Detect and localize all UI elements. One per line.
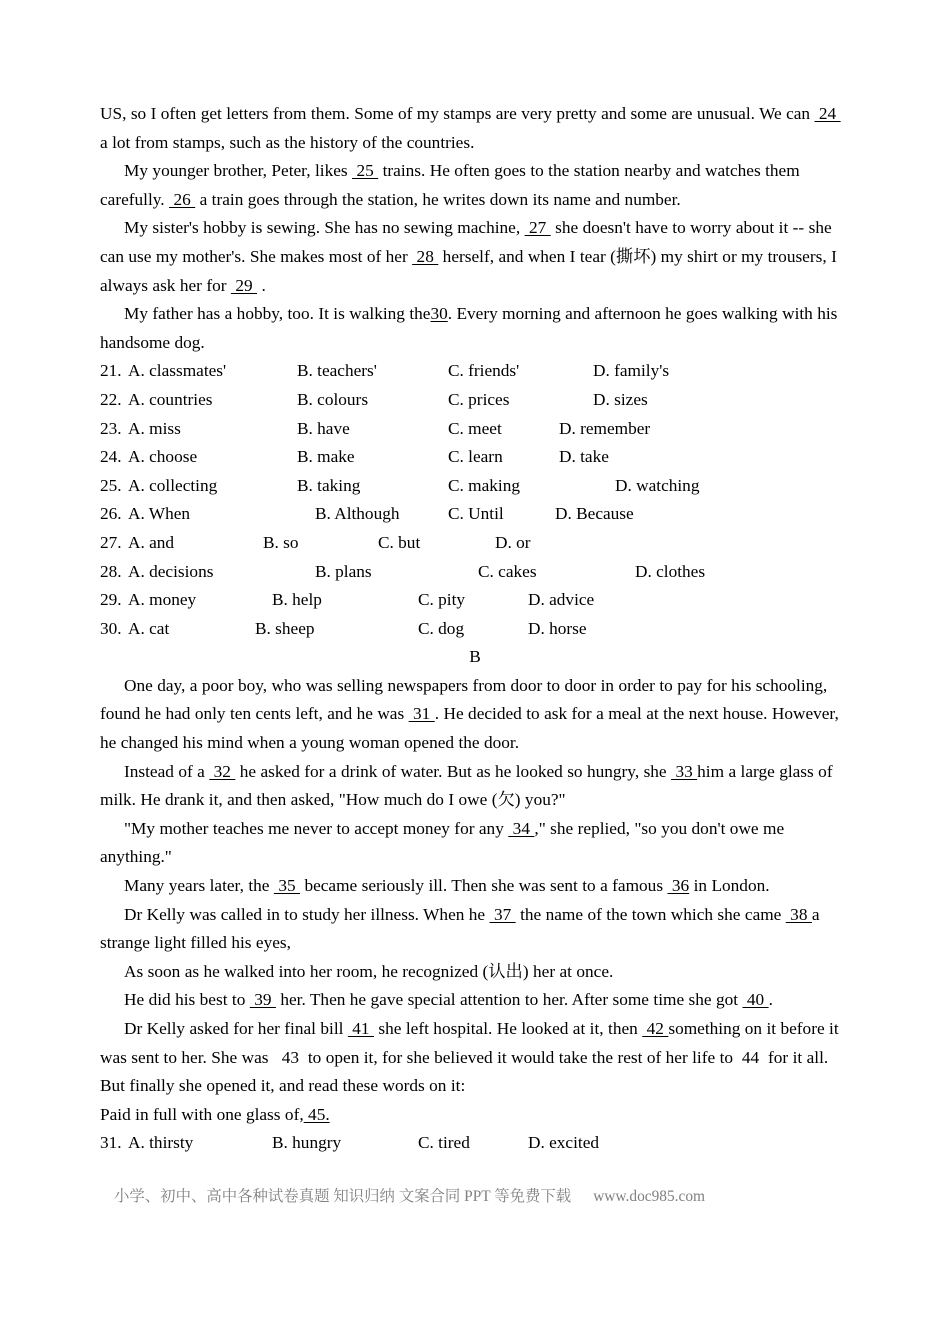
question-option[interactable]: D. horse — [528, 618, 587, 638]
passage-text: her. Then he gave special attention to her. After some time she got — [275, 990, 743, 1010]
answer-blank: 34 — [508, 818, 535, 838]
question-option[interactable]: B. colours — [297, 389, 369, 409]
question-option[interactable]: C. dog — [418, 618, 465, 638]
question-option[interactable]: C. pity — [418, 590, 466, 610]
question-row — [100, 357, 850, 386]
answer-blank: 39 — [249, 990, 276, 1010]
passage-text: 44 — [737, 1047, 764, 1067]
question-row — [100, 1129, 850, 1158]
question-option[interactable]: D. clothes — [635, 561, 706, 581]
passage-text: in London. — [689, 876, 770, 896]
passage-text: . — [257, 275, 266, 295]
question-number: 29. — [100, 590, 122, 610]
question-number: 27. — [100, 532, 122, 552]
answer-blank: 24 — [814, 104, 841, 123]
answer-blank: 27 — [524, 218, 551, 238]
question-number: 23. — [100, 418, 122, 438]
question-option[interactable]: C. but — [378, 532, 421, 552]
question-option[interactable]: A. countries — [128, 389, 213, 409]
passage-text: she doesn't have to worry about it -- she can use my mother's. She makes most of her — [100, 218, 837, 266]
question-option[interactable]: A. miss — [128, 418, 181, 438]
question-option[interactable]: C. prices — [448, 389, 510, 409]
passage-text: trains. He often goes to the station nearby and watches them carefully. — [100, 161, 805, 209]
question-option[interactable]: C. cakes — [478, 561, 537, 581]
passage-text: herself, and when I tear (撕坏) my shirt or my trousers, I always ask her for — [100, 246, 842, 295]
passage-paragraph — [100, 815, 850, 872]
passage-text: she left hospital. He looked at it, then — [373, 1019, 643, 1038]
passage-text: a train goes through the station, he writes down its name and number. — [195, 189, 681, 209]
question-number: 24. — [100, 447, 122, 467]
passage-text: Many years later, the — [124, 876, 274, 896]
passage-paragraph — [100, 157, 850, 214]
document-body — [100, 100, 850, 1158]
passage-text: Paid in full with one glass of, — [100, 1104, 304, 1124]
passage-text: ," she replied, "so you don't owe me anything." — [100, 818, 789, 867]
passage-paragraph — [100, 872, 850, 901]
passage-text: "My mother teaches me never to accept money for any — [124, 818, 509, 838]
passage-paragraph — [100, 1101, 850, 1130]
passage-text: 43 — [272, 1047, 308, 1067]
passage-paragraph — [100, 672, 850, 758]
question-option[interactable]: C. meet — [448, 418, 502, 438]
passage-paragraph — [100, 1015, 850, 1101]
question-option[interactable]: B. have — [297, 418, 350, 438]
answer-blank: 28 — [412, 246, 439, 266]
question-option[interactable]: B. sheep — [255, 618, 315, 638]
question-row — [100, 386, 850, 415]
question-option[interactable]: B. taking — [297, 475, 361, 495]
answer-blank: 42 — [642, 1019, 669, 1038]
passage-text: for it all. But finally she opened it, and read these words on it: — [100, 1047, 833, 1096]
answer-blank: 40 — [742, 990, 769, 1010]
question-row — [100, 472, 850, 501]
text-flow — [100, 100, 850, 1158]
question-option[interactable]: A. collecting — [128, 475, 218, 495]
question-number: 21. — [100, 361, 122, 381]
passage-text: to open it, for she believed it would take the rest of her life to — [307, 1047, 738, 1067]
question-option[interactable]: B. plans — [315, 561, 372, 581]
question-option[interactable]: A. and — [128, 532, 175, 552]
passage-paragraph — [100, 214, 850, 300]
question-option[interactable]: B. so — [263, 532, 299, 552]
answer-blank: 45. — [303, 1104, 330, 1124]
question-row — [100, 529, 850, 558]
passage-text: Dr Kelly was called in to study her illness. When he — [124, 904, 490, 924]
question-option[interactable]: D. or — [495, 532, 531, 552]
answer-blank: 29 — [230, 275, 258, 295]
question-row — [100, 615, 850, 644]
question-option[interactable]: C. tired — [418, 1133, 470, 1153]
question-row — [100, 443, 850, 472]
passage-paragraph — [100, 300, 850, 357]
passage-text: . He decided to ask for a meal at the next house. However, he changed his mind when a young woman opened the door. — [100, 704, 844, 753]
passage-text: the name of the town which she came — [515, 904, 786, 924]
passage-text: My sister's hobby is sewing. She has no sewing machine, — [124, 218, 525, 238]
answer-blank: 41 — [347, 1019, 374, 1038]
passage-text: . Every morning and afternoon he goes walking with his handsome dog. — [100, 304, 842, 352]
passage-text: My younger brother, Peter, likes — [124, 161, 353, 181]
question-option[interactable]: B. help — [272, 590, 322, 610]
question-option[interactable]: D. excited — [528, 1133, 600, 1153]
passage-paragraph — [100, 901, 850, 958]
question-option[interactable]: A. thirsty — [128, 1133, 194, 1153]
answer-blank: 38 — [785, 904, 812, 924]
question-option[interactable]: D. Because — [555, 504, 634, 524]
question-number: 25. — [100, 475, 122, 495]
passage-text: Instead of a — [124, 761, 210, 781]
passage-text: he asked for a drink of water. But as he looked so hungry, she — [235, 761, 672, 781]
question-option[interactable]: A. cat — [128, 618, 170, 638]
answer-blank: 33 — [671, 761, 698, 781]
question-option[interactable]: D. family's — [593, 361, 670, 381]
question-option[interactable]: C. Until — [448, 504, 504, 524]
passage-text: US, so I often get letters from them. Some of my stamps are very pretty and some are unusual. We can — [100, 104, 815, 123]
question-option[interactable]: D. sizes — [593, 389, 648, 409]
question-number: 31. — [100, 1133, 122, 1153]
question-option[interactable]: C. making — [448, 475, 521, 495]
question-option[interactable]: D. remember — [559, 418, 651, 438]
passage-text: My father has a hobby, too. It is walking the — [124, 304, 431, 324]
passage-paragraph — [100, 758, 850, 815]
question-option[interactable]: B. teachers' — [297, 361, 377, 381]
passage-text: . — [768, 990, 773, 1010]
passage-paragraph — [100, 986, 850, 1015]
question-option[interactable]: A. classmates' — [128, 361, 227, 381]
passage-text: He did his best to — [124, 990, 250, 1010]
question-option[interactable]: D. watching — [615, 475, 700, 495]
passage-text: became seriously ill. Then she was sent to a famous — [300, 876, 668, 896]
question-option[interactable]: D. take — [559, 447, 609, 467]
answer-blank: 25 — [352, 161, 379, 181]
passage-text: Dr Kelly asked for her final bill — [124, 1019, 348, 1038]
question-option[interactable]: A. decisions — [128, 561, 214, 581]
question-option[interactable]: B. Although — [315, 504, 400, 524]
question-option[interactable]: D. advice — [528, 590, 595, 610]
question-number: 30. — [100, 618, 122, 638]
question-option[interactable]: A. money — [128, 590, 197, 610]
question-number: 28. — [100, 561, 122, 581]
answer-blank: 32 — [209, 761, 236, 781]
watermark-footer — [114, 1186, 874, 1208]
answer-blank: 30 — [430, 304, 448, 324]
answer-blank: 31 — [408, 704, 435, 724]
answer-blank: 26 — [169, 189, 196, 209]
question-row — [100, 586, 850, 615]
answer-blank: 37 — [489, 904, 516, 924]
answer-blank: 35 — [273, 876, 301, 896]
question-option[interactable]: A. choose — [128, 447, 198, 467]
passage-text: a lot from stamps, such as the history of the countries. — [100, 104, 846, 152]
question-option[interactable]: A. When — [128, 504, 191, 524]
question-number: 22. — [100, 389, 122, 409]
question-row — [100, 500, 850, 529]
footer-url: www.doc985.com — [593, 1188, 706, 1205]
passage-text: a strange light filled his eyes, — [100, 904, 824, 953]
passage-paragraph — [100, 958, 850, 987]
passage-text: him a large glass of milk. He drank it, and then asked, "How much do I owe (欠) you?" — [100, 761, 837, 810]
question-number: 26. — [100, 504, 122, 524]
footer-text: 小学、初中、高中各种试卷真题 知识归纳 文案合同 PPT 等免费下载 — [114, 1188, 572, 1205]
question-row — [100, 415, 850, 444]
answer-blank: 36 — [667, 876, 690, 896]
passage-text: One day, a poor boy, who was selling newspapers from door to door in order to pay for his schooling, found he had only ten cents left, and he was — [100, 675, 832, 724]
passage-paragraph — [100, 100, 850, 157]
passage-text: As soon as he walked into her room, he recognized (认出) her at once. — [124, 961, 614, 981]
question-row — [100, 558, 850, 587]
question-option[interactable]: C. learn — [448, 447, 503, 467]
passage-b-label: B — [469, 647, 481, 667]
question-option[interactable]: B. make — [297, 447, 355, 467]
passage-text: something on it before it was sent to her. She was — [100, 1019, 844, 1067]
question-option[interactable]: C. friends' — [448, 361, 520, 381]
question-option[interactable]: B. hungry — [272, 1133, 342, 1153]
